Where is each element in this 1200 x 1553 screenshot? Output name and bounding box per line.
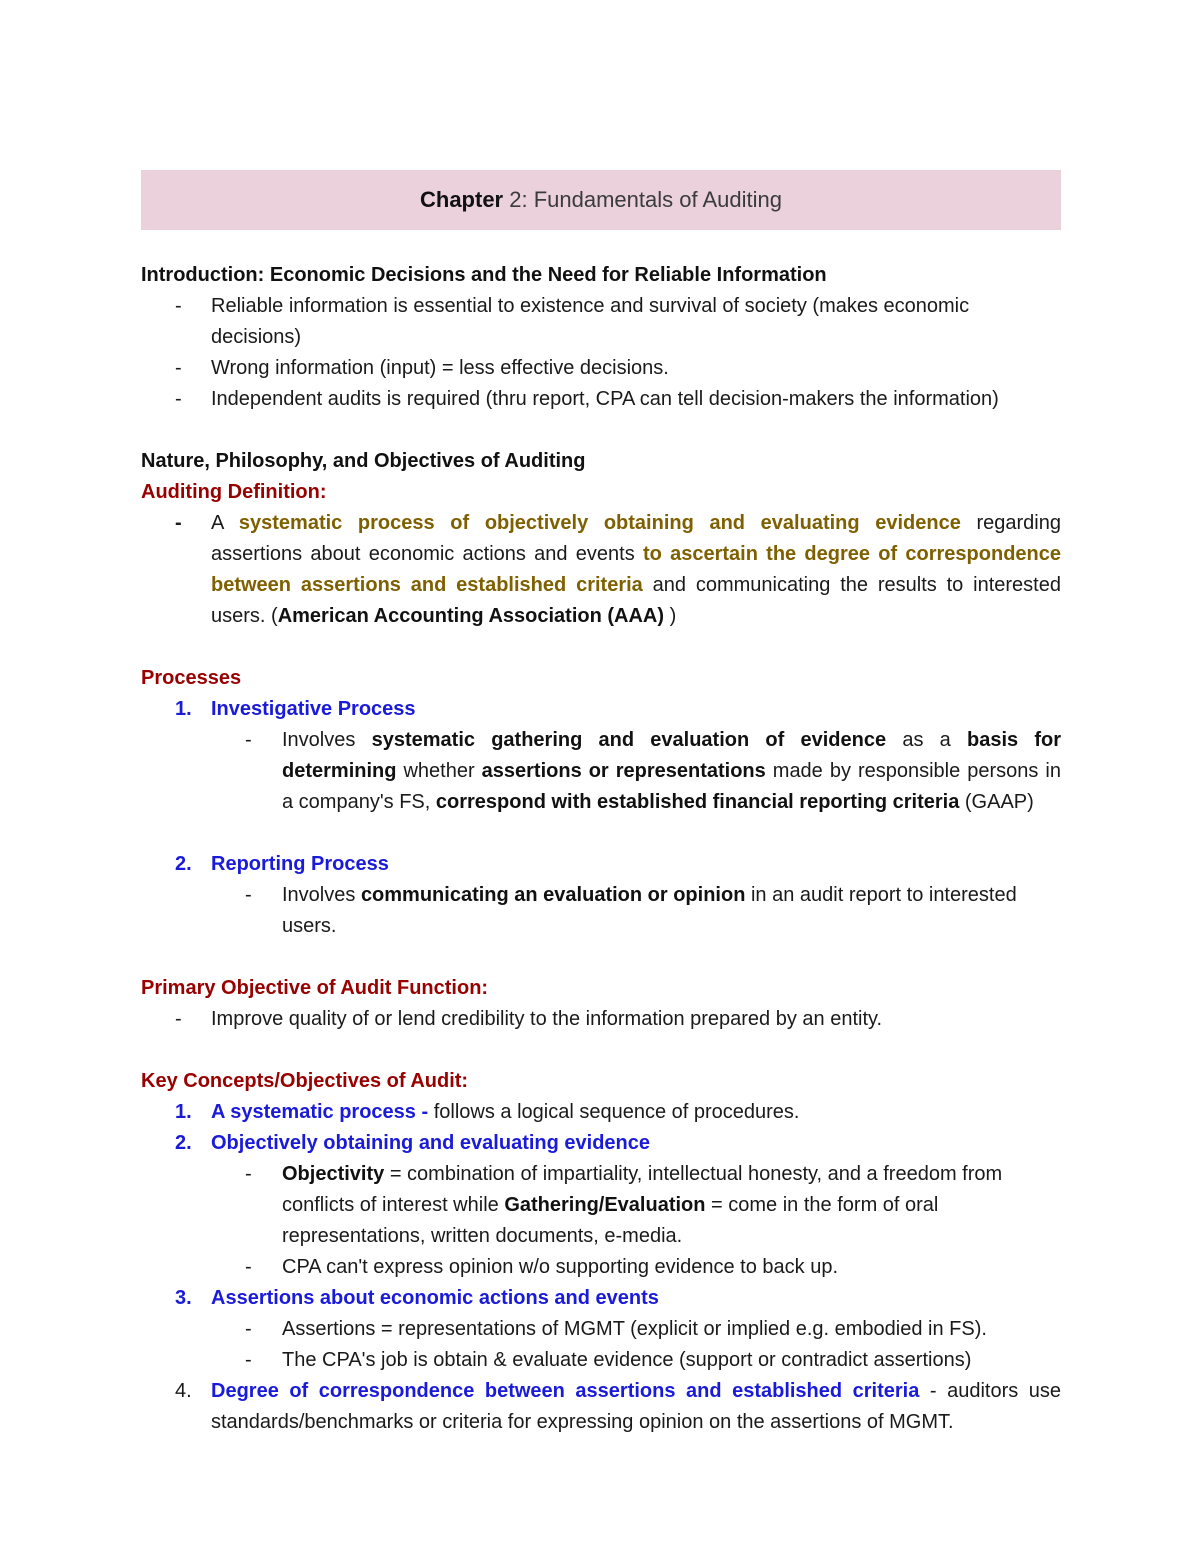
key-concept-detail: - Assertions = representations of MGMT (explicit or implied e.g. embodied in FS). [245, 1318, 987, 1340]
key-concept-detail: - The CPA's job is obtain & evaluate evidence (support or contradict assertions) [245, 1349, 972, 1371]
key-concepts-heading: Key Concepts/Objectives of Audit: [141, 1070, 469, 1092]
key-concept-detail: - Objectivity = combination of impartiality, intellectual honesty, and a freedom from conflicts of interest while Gathering/Evaluation = come in the form of oral representations, written documents, e-media. [245, 1163, 1003, 1247]
primary-objective-bullet: - Improve quality of or lend credibility to the information prepared by an entity. [175, 1008, 883, 1030]
primary-objective-heading: Primary Objective of Audit Function: [141, 977, 489, 999]
processes-heading: Processes [141, 667, 242, 689]
intro-bullet: - Wrong information (input) = less effective decisions. [175, 357, 669, 379]
process-item: 1. Investigative Process [175, 698, 416, 720]
nature-heading: Nature, Philosophy, and Objectives of Auditing [141, 450, 586, 472]
process-detail: - Involves systematic gathering and evaluation of evidence as a basis for determining whether assertions or representations made by responsible persons in a company's FS, correspond with established financial reporting criteria (GAAP) [245, 729, 1062, 813]
document-page [141, 170, 1061, 1438]
chapter-title: Chapter 2: Fundamentals of Auditing [420, 187, 782, 212]
key-concept-item: 2. Objectively obtaining and evaluating evidence [175, 1132, 651, 1154]
key-concept-item: 4. Degree of correspondence between assertions and established criteria - auditors use standards/benchmarks or criteria for expressing opinion on the assertions of MGMT. [175, 1380, 1061, 1433]
chapter-title-bar [141, 170, 1061, 230]
definition-heading: Auditing Definition: [141, 481, 327, 503]
definition-bullet: - A systematic process of objectively obtaining and evaluating evidence regarding assertions about economic actions and events to ascertain the degree of correspondence between assertions and established criteria and communicating the results to interested users. (American Accounting Association (AAA) ) [175, 512, 1061, 627]
process-item: 2. Reporting Process [175, 853, 389, 875]
process-detail: - Involves communicating an evaluation or opinion in an audit report to interested users. [245, 884, 1017, 937]
key-concept-item: 1. A systematic process - follows a logical sequence of procedures. [175, 1101, 800, 1123]
key-concept-detail: - CPA can't express opinion w/o supporting evidence to back up. [245, 1256, 839, 1278]
intro-heading: Introduction: Economic Decisions and the Need for Reliable Information [141, 264, 827, 286]
key-concept-item: 3. Assertions about economic actions and events [175, 1287, 659, 1309]
intro-bullet: - Reliable information is essential to existence and survival of society (makes economic decisions) [175, 295, 970, 348]
intro-bullet: - Independent audits is required (thru report, CPA can tell decision-makers the information) [175, 388, 999, 410]
